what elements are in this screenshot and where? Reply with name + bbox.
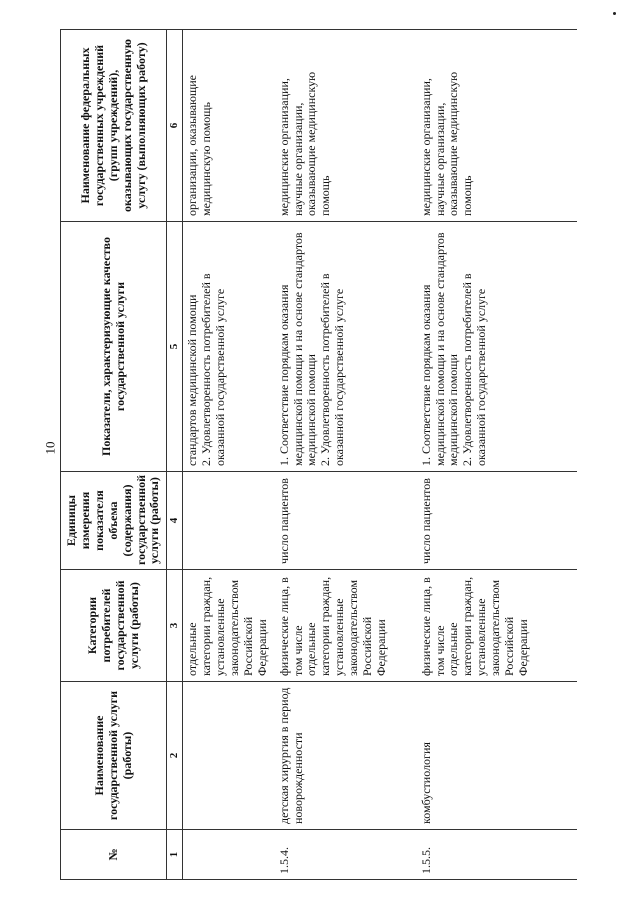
header-number: № [61, 830, 167, 880]
scan-dot [613, 12, 616, 15]
quality-line: стандартов медицинской помощи [185, 294, 200, 466]
row-number: 1.5.4. [275, 830, 417, 880]
row-unit: число пациентов [417, 472, 577, 570]
row-institutions: медицинские организации, научные организации, оказывающие медицинскую помощь [417, 30, 577, 222]
table-row [275, 30, 417, 880]
quality-line: 2. Удовлетворенность потребителей в оказанной государственной услуге [460, 273, 489, 466]
row-quality [417, 222, 577, 472]
column-number: 6 [167, 30, 183, 222]
header-institutions: Наименование федеральных государственных учреждений (групп учреждений), оказывающих государственную услугу (выполняющих работу) [61, 30, 167, 222]
row-quality [275, 222, 417, 472]
row-service-name: комбустиология [417, 682, 577, 830]
quality-line: 2. Удовлетворенность потребителей в оказанной государственной услуге [199, 273, 227, 466]
table-row [183, 30, 275, 880]
column-number: 4 [167, 472, 183, 570]
quality-line: 1. Соответствие порядкам оказания медицинской помощи и на основе стандартов медицинской помощи [418, 232, 461, 466]
table-row [417, 30, 577, 880]
row-institutions: медицинские организации, научные организации, оказывающие медицинскую помощь [275, 30, 417, 222]
column-numbers-row [167, 30, 183, 880]
row-institutions: организации, оказывающие медицинскую помощь [183, 30, 275, 222]
row-number [183, 830, 275, 880]
row-unit [183, 472, 275, 570]
row-number: 1.5.5. [417, 830, 577, 880]
column-number: 5 [167, 222, 183, 472]
table-header-row [61, 30, 167, 880]
column-number: 3 [167, 570, 183, 682]
row-service-name [183, 682, 275, 830]
column-number: 1 [167, 830, 183, 880]
row-consumer-category: физические лица, в том числе отдельные категории граждан, установленные законодательством Российской Федерации [275, 570, 417, 682]
page-number: 10 [42, 441, 58, 455]
header-unit: Единицы измерения показателя объема (содержания) государственной услуги (работы) [61, 472, 167, 570]
header-service-name: Наименование государственной услуги (работы) [61, 682, 167, 830]
row-unit: число пациентов [275, 472, 417, 570]
row-consumer-category: отдельные категории граждан, установленные законодательством Российской Федерации [183, 570, 275, 682]
row-quality [183, 222, 275, 472]
quality-line: 2. Удовлетворенность потребителей в оказанной государственной услуге [318, 273, 347, 466]
rotated-page [60, 20, 630, 880]
row-service-name: детская хирургия в период новорожденности [275, 682, 417, 830]
row-consumer-category: физические лица, в том числе отдельные категории граждан, установленные законодательством Российской Федерации [417, 570, 577, 682]
column-number: 2 [167, 682, 183, 830]
services-table [60, 29, 577, 880]
header-consumer-category: Категории потребителей государственной услуги (работы) [61, 570, 167, 682]
header-quality: Показатели, характеризующие качество государственной услуги [61, 222, 167, 472]
quality-line: 1. Соответствие порядкам оказания медицинской помощи и на основе стандартов медицинской помощи [276, 232, 319, 466]
